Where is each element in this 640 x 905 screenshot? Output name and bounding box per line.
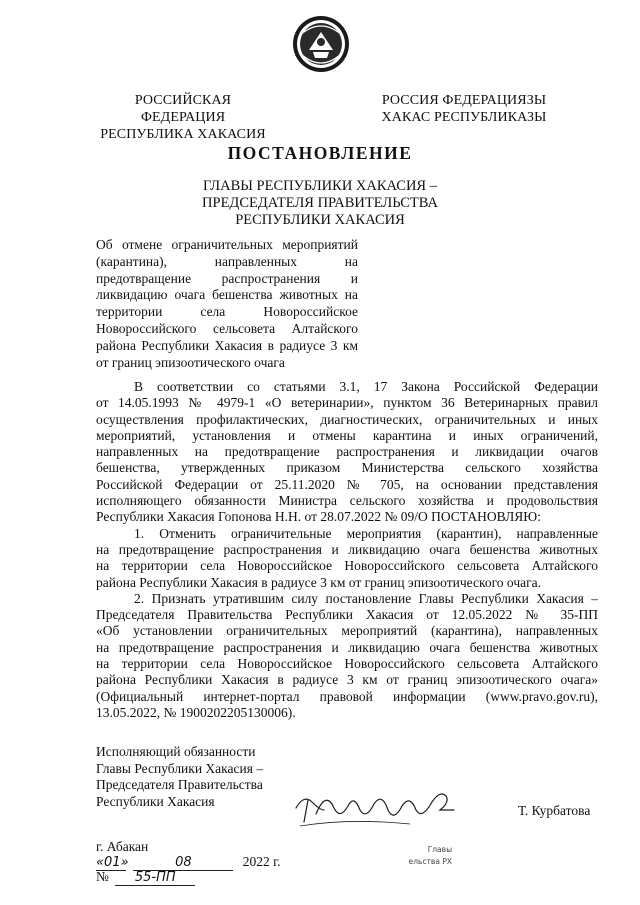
stamp-line: Главы [427,845,452,854]
signatory-position-line: Исполняющий обязанности [96,744,256,759]
signatory-position-line: Председателя Правительства [96,777,263,792]
body-line: 2. Признать утратившим силу постановление Главы Республики Хакасия – [134,590,598,606]
subject-line: ликвидацию очага бешенства животных на [96,287,358,303]
signatory-position [96,744,296,810]
date-year: 2022 г. [242,854,281,869]
document-subject [96,237,358,371]
body-line: В соответствии со статьями 3.1, 17 Закона Российской Федерации [134,379,598,394]
number-label: № [96,869,109,884]
body-line: 1. Отменить ограничительные мероприятия (карантин), направленные [134,525,598,541]
issuer-block [150,178,490,229]
date-month: 08 [133,856,233,871]
body-line: исполняющего обязанности Министра сельского хозяйства и продовольствия [96,493,598,509]
subject-line: (карантина), направленных на [96,253,358,269]
body-line: на территории села Новороссийское Новороссийского сельсовета Алтайского [96,656,598,672]
document-number [96,868,216,886]
body-line: бешенства, утвержденных приказом Министерства сельского хозяйства [96,460,598,476]
body-line: Российской Федерации от 25.11.2020 № 705, на основании представления [96,476,598,492]
signatory-name: Т. Курбатова [518,803,591,818]
preamble-paragraph [96,379,598,526]
subject-line: от границ эпизоотического очага [96,354,285,370]
body-line: от 14.05.1993 № 4979-1 «О ветеринарии», пунктом 36 Ветеринарных правил [96,395,598,411]
item-2-paragraph [96,591,598,721]
header-left-line: РОССИЙСКАЯ ФЕДЕРАЦИЯ [134,93,232,125]
stamp-line: ельства РХ [408,857,452,866]
header-left [93,92,273,143]
subject-line: Об отмене ограничительных мероприятий [96,237,358,252]
handwritten-signature [290,780,460,835]
header-left-line: РЕСПУБЛИКА ХАКАСИЯ [100,127,266,142]
body-line: (Официальный интернет-портал правовой информации (www.pravo.gov.ru), [96,688,598,704]
subject-line: предотвращение распространения и [96,270,358,286]
issuer-line: ГЛАВЫ РЕСПУБЛИКИ ХАКАСИЯ – [203,178,437,194]
body-line: района Республики Хакасия в радиусе 3 км от границ эпизоотического очага. [96,574,542,590]
subject-line: района Республики Хакасия в радиусе 3 км [96,337,358,353]
body-line: Председателя Правительства Республики Хакасия от 12.05.2022 № 35-ПП [96,607,598,623]
issuer-line: ПРЕДСЕДАТЕЛЯ ПРАВИТЕЛЬСТВА [202,195,438,211]
issue-place: г. Абакан [96,839,149,854]
body-line: 13.05.2022, № 1900202205130006). [96,704,296,720]
body-line: на предотвращение распространения и ликвидацию очага бешенства животных [96,639,598,655]
body-line: на предотвращение распространения и ликвидацию очага бешенства животных [96,541,598,557]
document-type-title: ПОСТАНОВЛЕНИЕ [227,143,413,163]
issuer-line: РЕСПУБЛИКИ ХАКАСИЯ [235,212,405,228]
header-right-line: РОССИЯ ФЕДЕРАЦИЯЗЫ [381,93,547,108]
item-1-paragraph [96,526,598,591]
date-day: «01» [96,855,129,870]
body-line: Республики Хакасия Гопонова Н.Н. от 28.07.2022 № 09/О ПОСТАНОВЛЯЮ: [96,509,541,525]
document-body [96,379,598,721]
body-line: на территории села Новороссийское Новороссийского сельсовета Алтайского [96,558,598,574]
body-line: направленных на предотвращение распространения и ликвидации очагов [96,444,598,460]
body-line: осуществления профилактических, диагностических, ограничительных и иных [96,411,598,427]
stamp-fragment [352,844,452,868]
body-line: района Республики Хакасия в радиусе 3 км от границ эпизоотического очага» [96,672,598,688]
subject-line: Новороссийского сельсовета Алтайского [96,320,358,336]
body-line: «Об установлении ограничительных мероприятий (карантина), направленных [96,623,598,639]
number-value: 55-ПП [115,871,195,886]
signatory-position-line: Республики Хакасия [96,793,215,809]
coat-of-arms-emblem [291,14,351,74]
signatory-position-line: Главы Республики Хакасия – [96,760,264,776]
subject-line: территории села Новороссийское [96,304,358,320]
header-right [380,92,548,126]
header-right-line: ХАКАС РЕСПУБЛИКАЗЫ [381,110,547,125]
body-line: мероприятий, установления и отмены карантина и иных ограничений, [96,427,598,443]
